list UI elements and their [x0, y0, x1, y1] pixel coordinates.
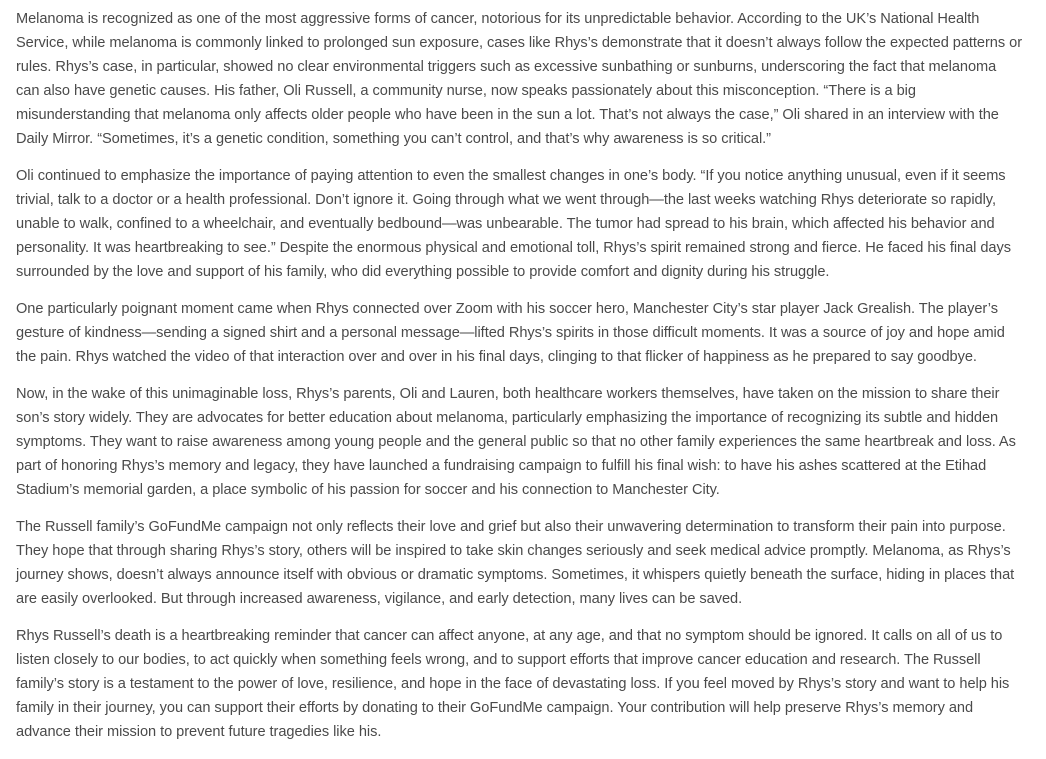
- article-paragraph: Oli continued to emphasize the importance of paying attention to even the smallest changes in one’s body. “If you notice anything unusual, even if it seems trivial, talk to a doctor or a health professional. Don’t ignore it. Going through what we went through—the last weeks watching Rhys deteriorate so rapidly, unable to walk, confined to a wheelchair, and eventually bedbound—was unbearable. The tumor had spread to his brain, which affected his behavior and personality. It was heartbreaking to see.” Despite the enormous physical and emotional toll, Rhys’s spirit remained strong and fierce. He faced his final days surrounded by the love and support of his family, who did everything possible to provide comfort and dignity during his struggle.: [16, 168, 1011, 280]
- article-paragraph: Melanoma is recognized as one of the most aggressive forms of cancer, notorious for its unpredictable behavior. According to the UK’s National Health Service, while melanoma is commonly linked to prolonged sun exposure, cases like Rhys’s demonstrate that it doesn’t always follow the expected patterns or rules. Rhys’s case, in particular, showed no clear environmental triggers such as excessive sunbathing or sunburns, underscoring the fact that melanoma can also have genetic causes. His father, Oli Russell, a community nurse, now speaks passionately about this misconception. “There is a big misunderstanding that melanoma only affects older people who have been in the sun a lot. That’s not always the case,” Oli shared in an interview with the Daily Mirror. “Sometimes, it’s a genetic condition, something you can’t control, and that’s why awareness is so critical.”: [16, 11, 1022, 147]
- article-paragraph: One particularly poignant moment came when Rhys connected over Zoom with his soccer hero, Manchester City’s star player Jack Grealish. The player’s gesture of kindness—sending a signed shirt and a personal message—lifted Rhys’s spirits in those difficult moments. It was a source of joy and hope amid the pain. Rhys watched the video of that interaction over and over in his final days, clinging to that flicker of happiness as he prepared to say goodbye.: [16, 301, 1005, 365]
- article-paragraph: Now, in the wake of this unimaginable loss, Rhys’s parents, Oli and Lauren, both healthcare workers themselves, have taken on the mission to share their son’s story widely. They are advocates for better education about melanoma, particularly emphasizing the importance of recognizing its subtle and hidden symptoms. They want to raise awareness among young people and the general public so that no other family experiences the same heartbreak and loss. As part of honoring Rhys’s memory and legacy, they have launched a fundraising campaign to fulfill his final wish: to have his ashes scattered at the Etihad Stadium’s memorial garden, a place symbolic of his passion for soccer and his connection to Manchester City.: [16, 386, 1016, 498]
- article-paragraph: Rhys Russell’s death is a heartbreaking reminder that cancer can affect anyone, at any age, and that no symptom should be ignored. It calls on all of us to listen closely to our bodies, to act quickly when something feels wrong, and to support efforts that improve cancer education and research. The Russell family’s story is a testament to the power of love, resilience, and hope in the face of devastating loss. If you feel moved by Rhys’s story and want to help his family in their journey, you can support their efforts by donating to their GoFundMe campaign. Your contribution will help preserve Rhys’s memory and advance their mission to prevent future tragedies like his.: [16, 628, 1010, 740]
- article-body: [16, 7, 1022, 757]
- article-paragraph: The Russell family’s GoFundMe campaign not only reflects their love and grief but also their unwavering determination to transform their pain into purpose. They hope that through sharing Rhys’s story, others will be inspired to take skin changes seriously and seek medical advice promptly. Melanoma, as Rhys’s journey shows, doesn’t always announce itself with obvious or dramatic symptoms. Sometimes, it whispers quietly beneath the surface, hiding in places that are easily overlooked. But through increased awareness, vigilance, and early detection, many lives can be saved.: [16, 519, 1015, 607]
